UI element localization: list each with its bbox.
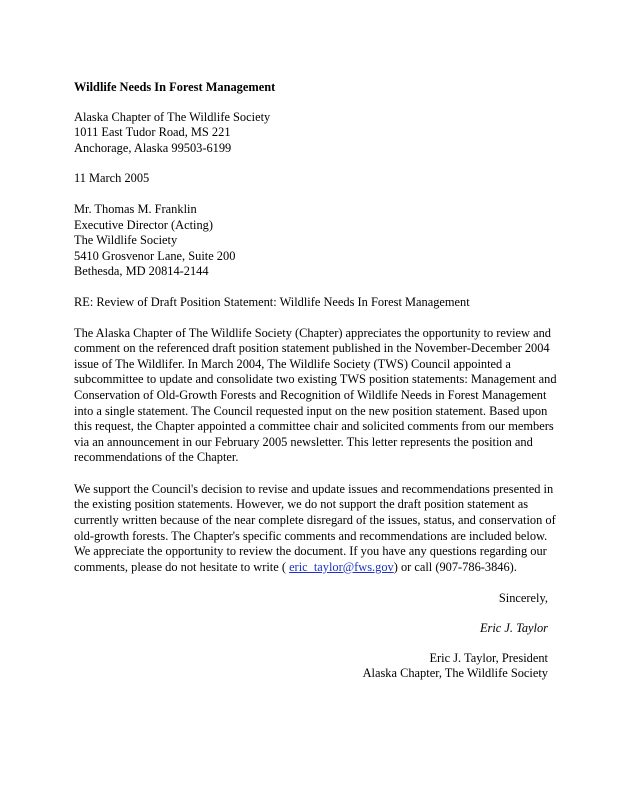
signer-name: Eric J. Taylor, President [429, 650, 548, 665]
recipient-address-line-1: 5410 Grosvenor Lane, Suite 200 [74, 248, 236, 263]
paragraph-line: subcommittee to update and consolidate two existing TWS position statements: Management and [74, 372, 557, 387]
paragraph-line: We support the Council's decision to revise and update issues and recommendations presented in [74, 481, 554, 496]
letter-page [74, 80, 557, 682]
paragraph-line: currently written because of the near complete disregard of the issues, status, and conservation of [74, 513, 556, 528]
paragraph-line: old-growth forests. The Chapter's specific comments and recommendations are included below. [74, 528, 548, 543]
closing-salutation: Sincerely, [498, 591, 548, 606]
recipient-name: Mr. Thomas M. Franklin [74, 201, 197, 216]
paragraph-line: via an announcement in our February 2005 newsletter. This letter represents the position and [74, 434, 533, 449]
letter-date: 11 March 2005 [74, 171, 150, 186]
closing-block [74, 591, 548, 681]
recipient-role: Executive Director (Acting) [74, 217, 213, 232]
subject-line: RE: Review of Draft Position Statement: Wildlife Needs In Forest Management [74, 294, 470, 309]
paragraph-last-line [74, 560, 548, 576]
sender-address [74, 110, 548, 157]
paragraph-line: recommendations of the Chapter. [74, 450, 239, 465]
recipient-address-line-2: Bethesda, MD 20814-2144 [74, 264, 209, 279]
paragraph-text-before-email: comments, please do not hesitate to write ( [74, 559, 290, 574]
paragraph-line: the existing position statements. However, we do not support the draft position statement as [74, 497, 529, 512]
email-link[interactable]: eric_taylor@fws.gov [289, 559, 394, 574]
paragraph-text-after-email: ) or call (907-786-3846). [393, 559, 517, 574]
paragraph-line: this request, the Chapter appointed a committee chair and solicited comments from our members [74, 419, 554, 434]
signer-organization: Alaska Chapter, The Wildlife Society [362, 666, 548, 681]
paragraph-line: The Alaska Chapter of The Wildlife Society (Chapter) appreciates the opportunity to review and [74, 325, 551, 340]
sender-org: Alaska Chapter of The Wildlife Society [74, 109, 271, 124]
sender-address-line-2: Anchorage, Alaska 99503-6199 [74, 140, 232, 155]
paragraph-line: Conservation of Old-Growth Forests and Recognition of Wildlife Needs in Forest Management [74, 387, 547, 402]
sender-address-line-1: 1011 East Tudor Road, MS 221 [74, 125, 231, 140]
body-paragraph-1 [74, 325, 557, 466]
paragraph-line: We appreciate the opportunity to review the document. If you have any questions regarding our [74, 544, 547, 559]
signature: Eric J. Taylor [479, 621, 548, 636]
paragraph-line: issue of The Wildlifer. In March 2004, The Wildlife Society (TWS) Council appointed a [74, 356, 511, 371]
recipient-org: The Wildlife Society [74, 233, 178, 248]
recipient-address [74, 202, 548, 280]
body-paragraph-2 [74, 481, 556, 576]
paragraph-line: into a single statement. The Council requested input on the new position statement. Based upon [74, 403, 548, 418]
paragraph-line: comment on the referenced draft position statement published in the November-December 2004 [74, 341, 550, 356]
letter-title: Wildlife Needs In Forest Management [74, 80, 276, 94]
